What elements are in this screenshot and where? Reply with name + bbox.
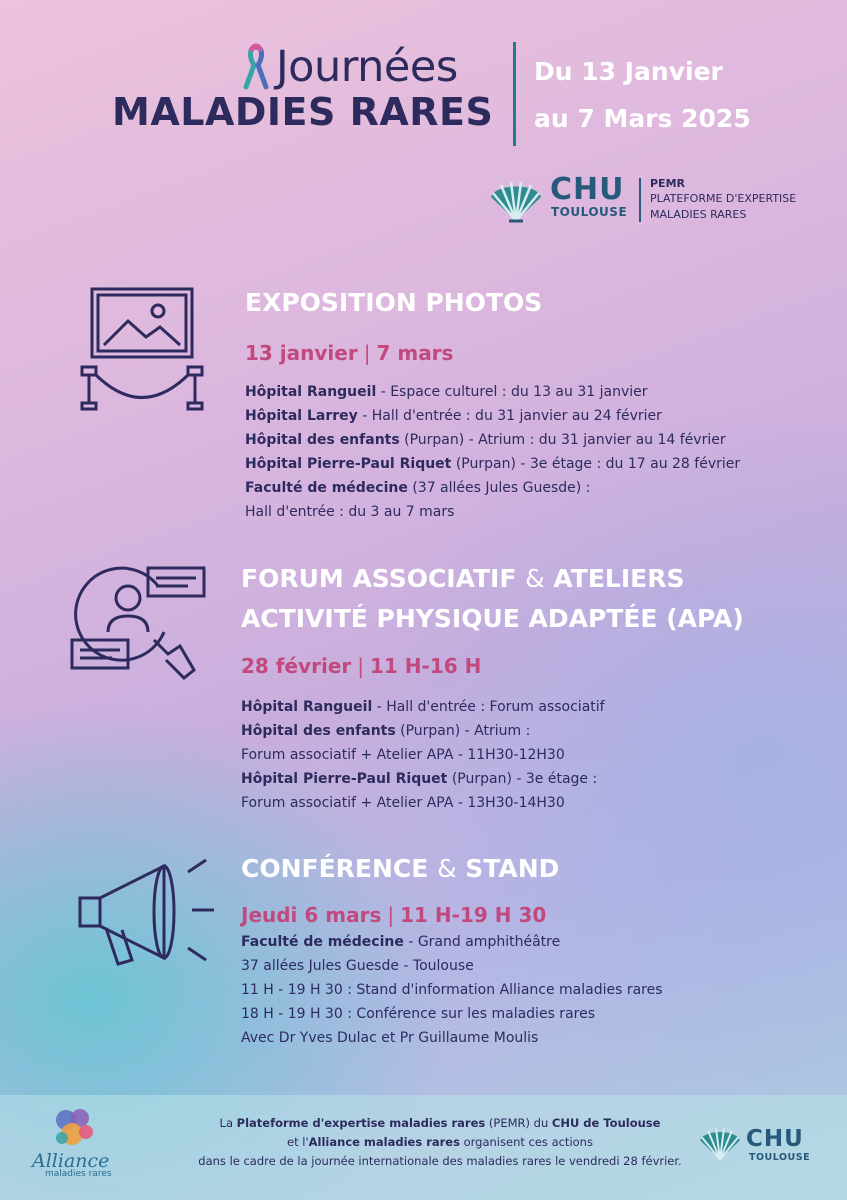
- forum-title-part1: FORUM ASSOCIATIF: [241, 564, 517, 593]
- megaphone-icon: [70, 852, 220, 970]
- person-search-icon: [68, 560, 210, 684]
- shell-logo-icon: [487, 175, 545, 223]
- forum-date: 28 février: [241, 654, 352, 678]
- footer-chu-name: CHU: [746, 1126, 804, 1152]
- chu-logo-city: TOULOUSE: [551, 205, 628, 219]
- footer-line-2: et l'Alliance maladies rares organisent ces actions: [287, 1135, 593, 1149]
- header-divider: [513, 42, 516, 146]
- exposition-title: EXPOSITION PHOTOS: [245, 288, 543, 317]
- forum-line-1: Hôpital Rangueil - Hall d'entrée : Forum associatif: [241, 699, 605, 715]
- chu-logo-name: CHU: [550, 172, 625, 207]
- pemr-abbr: PEMR: [650, 177, 685, 190]
- forum-title-part2: ATELIERS: [553, 564, 685, 593]
- exposition-line-6: Hall d'entrée : du 3 au 7 mars: [245, 504, 455, 520]
- exposition-line-4: Hôpital Pierre-Paul Riquet (Purpan) - 3e étage : du 17 au 28 février: [245, 456, 741, 472]
- exposition-line-3: Hôpital des enfants (Purpan) - Atrium : du 31 janvier au 14 février: [245, 432, 726, 448]
- chu-logo-divider: [639, 178, 641, 222]
- alliance-logo-sub: maladies rares: [45, 1169, 112, 1179]
- conference-title: [241, 856, 559, 881]
- page-title-line1: Journées: [276, 42, 458, 92]
- forum-time: 11 H-16 H: [370, 654, 482, 678]
- conference-title-amp: &: [437, 854, 457, 883]
- awareness-ribbon-icon: [243, 43, 269, 91]
- conference-line-4: 18 H - 19 H 30 : Conférence sur les maladies rares: [241, 1006, 595, 1022]
- exposition-date-separator: |: [363, 341, 371, 365]
- exposition-dates: [245, 343, 453, 363]
- forum-line-4: Hôpital Pierre-Paul Riquet (Purpan) - 3e étage :: [241, 771, 598, 787]
- forum-title-line1: [241, 566, 685, 591]
- exposition-line-2: Hôpital Larrey - Hall d'entrée : du 31 janvier au 24 février: [245, 408, 662, 424]
- conference-line-1: Faculté de médecine - Grand amphithéâtre: [241, 934, 561, 950]
- exposition-date-end: 7 mars: [376, 341, 454, 365]
- forum-title-line2: ACTIVITÉ PHYSIQUE ADAPTÉE (APA): [241, 604, 744, 633]
- exposition-line-5: Faculté de médecine (37 allées Jules Guesde) :: [245, 480, 591, 496]
- conference-dates: [241, 905, 546, 925]
- footer-line-1: La Plateforme d'expertise maladies rares (PEMR) du CHU de Toulouse: [219, 1116, 661, 1130]
- footer-line-3: dans le cadre de la journée internationale des maladies rares le vendredi 28 février.: [198, 1154, 682, 1168]
- page-title-line2: MALADIES RARES: [112, 90, 494, 134]
- forum-line-5: Forum associatif + Atelier APA - 13H30-14H30: [241, 795, 565, 811]
- pemr-line1: PLATEFORME D'EXPERTISE: [650, 192, 797, 205]
- conference-line-5: Avec Dr Yves Dulac et Pr Guillaume Moulis: [241, 1030, 539, 1046]
- forum-title-amp: &: [525, 564, 545, 593]
- conference-title-part1: CONFÉRENCE: [241, 854, 429, 883]
- pemr-line2: MALADIES RARES: [650, 208, 747, 221]
- exposition-line-1: Hôpital Rangueil - Espace culturel : du 13 au 31 janvier: [245, 384, 648, 400]
- framed-picture-icon: [76, 285, 212, 413]
- footer-shell-logo-icon: [697, 1122, 743, 1162]
- forum-dates: [241, 656, 481, 676]
- conference-time: 11 H-19 H 30: [400, 903, 547, 927]
- event-dates-line2: au 7 Mars 2025: [534, 104, 751, 133]
- forum-date-separator: |: [357, 654, 364, 678]
- forum-line-3: Forum associatif + Atelier APA - 11H30-12H30: [241, 747, 565, 763]
- conference-line-2: 37 allées Jules Guesde - Toulouse: [241, 958, 474, 974]
- conference-date-separator: |: [387, 903, 395, 927]
- exposition-date-start: 13 janvier: [245, 341, 358, 365]
- forum-line-2: Hôpital des enfants (Purpan) - Atrium :: [241, 723, 531, 739]
- alliance-logo-word: Alliance: [32, 1150, 110, 1172]
- conference-date: Jeudi 6 mars: [241, 903, 382, 927]
- event-dates-line1: Du 13 Janvier: [534, 57, 723, 86]
- alliance-logo-icon: [50, 1104, 102, 1152]
- conference-line-3: 11 H - 19 H 30 : Stand d'information Alliance maladies rares: [241, 982, 663, 998]
- footer-chu-city: TOULOUSE: [749, 1152, 811, 1163]
- conference-title-part2: STAND: [465, 854, 560, 883]
